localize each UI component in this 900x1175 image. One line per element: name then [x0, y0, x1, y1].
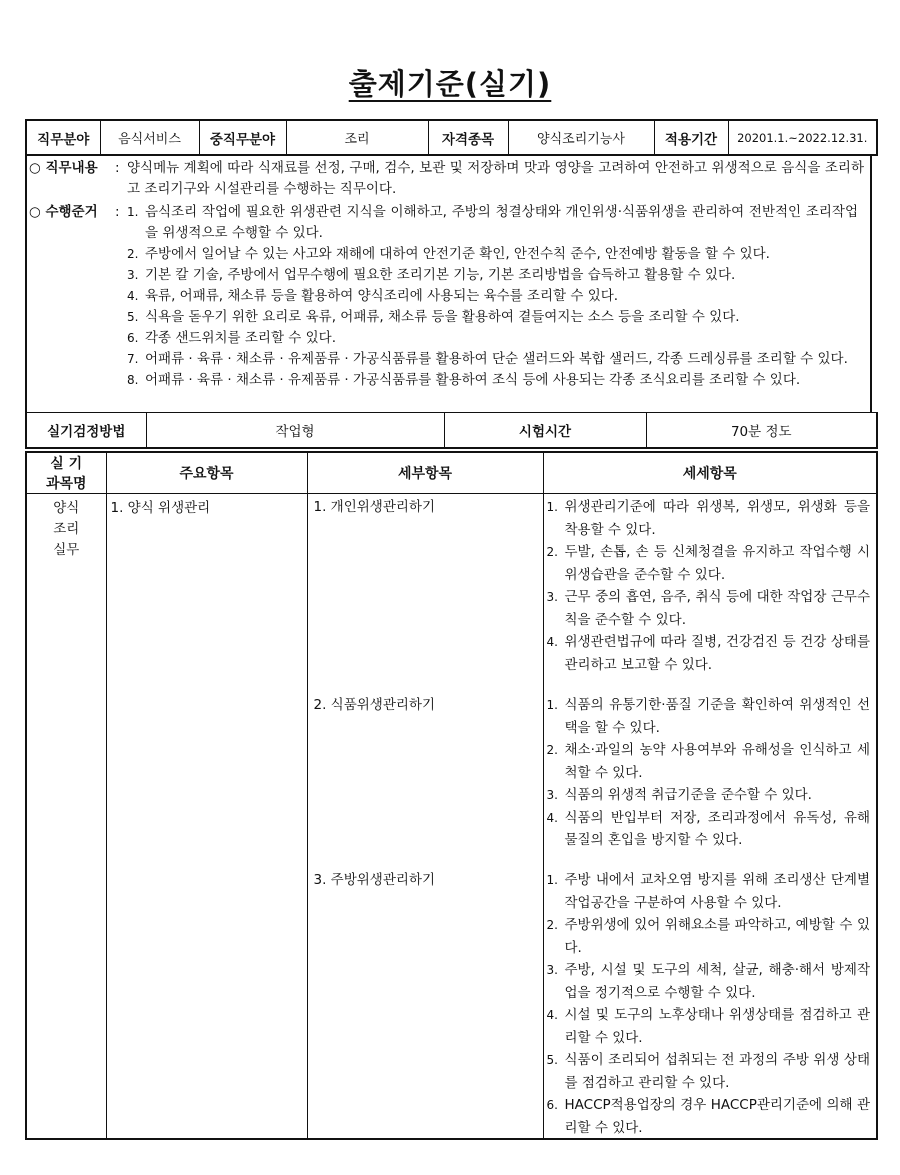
detail-item: [547, 869, 871, 914]
sub-item: 3. 주방위생관리하기: [313, 872, 435, 888]
detail-item: [547, 1049, 871, 1094]
standard-item: [127, 328, 864, 349]
header-subject-line1: 실 기: [50, 456, 83, 472]
standard-text: 어패류 · 육류 · 채소류 · 유제품류 · 가공식품류를 활용하여 단순 샐러드와 복합 샐러드, 각종 드레싱류를 조리할 수 있다.: [145, 351, 848, 367]
detail-number: 6.: [546, 1098, 558, 1112]
method-value: 작업형: [146, 413, 444, 449]
detail-number: 1.: [546, 500, 558, 514]
detail-text: 식품의 위생적 취급기준을 준수할 수 있다.: [564, 787, 812, 803]
time-label: 시험시간: [444, 413, 646, 449]
detail-number: 3.: [546, 963, 558, 977]
standards-colon: :: [115, 204, 120, 220]
standard-item: [127, 370, 864, 391]
standard-item: [127, 349, 864, 370]
detail-number: 4.: [546, 1008, 558, 1022]
standard-text: 각종 샌드위치를 조리할 수 있다.: [145, 330, 336, 346]
standards-label: ○ 수행준거: [29, 204, 98, 220]
detail-text: 위생관리기준에 따라 위생복, 위생모, 위생화 등을 착용할 수 있다.: [564, 499, 870, 538]
detail-item: [547, 586, 871, 631]
detail-number: 3.: [546, 788, 558, 802]
standard-text: 어패류 · 육류 · 채소류 · 유제품류 · 가공식품류를 활용하여 조식 등에 사용되는 각종 조식요리를 조리할 수 있다.: [145, 372, 801, 388]
standard-number: 7.: [127, 352, 139, 366]
header-subject: [26, 452, 106, 494]
standard-item: [127, 286, 864, 307]
detail-item: [547, 784, 871, 807]
standard-number: 3.: [127, 268, 139, 282]
detail-text: HACCP적용업장의 경우 HACCP관리기준에 의해 관리할 수 있다.: [564, 1097, 870, 1136]
info-table: [25, 119, 878, 156]
standard-item: [127, 265, 864, 286]
detail-cell: [543, 494, 877, 1140]
detail-text: 주방, 시설 및 도구의 세척, 살균, 해충·해서 방제작업을 정기적으로 수행할 수 있다.: [564, 962, 870, 1001]
subject-line: 실무: [53, 542, 80, 558]
detail-group: [547, 694, 871, 852]
subject-line: 조리: [53, 521, 80, 537]
detail-number: 4.: [546, 810, 558, 825]
detail-item: [547, 914, 871, 959]
main-item: 1. 양식 위생관리: [110, 500, 211, 516]
subject-line: 양식: [53, 500, 80, 516]
detail-group: [547, 496, 871, 676]
standard-item: [127, 244, 864, 265]
header-detail-item: 세세항목: [543, 452, 877, 494]
criteria-table: [25, 451, 878, 1140]
detail-item: [547, 541, 871, 586]
header-sub-item: 세부항목: [307, 452, 543, 494]
detail-text: 두발, 손톱, 손 등 신체청결을 유지하고 작업수행 시 위생습관을 준수할 수 있다.: [564, 544, 870, 583]
detail-number: 2.: [546, 743, 558, 757]
subfield-value: 조리: [286, 120, 428, 155]
standard-number: 1.: [127, 205, 139, 219]
standard-number: 6.: [127, 331, 139, 345]
sub-item: 2. 식품위생관리하기: [313, 697, 435, 713]
detail-text: 위생관련법규에 따라 질병, 건강검진 등 건강 상태를 관리하고 보고할 수 있다.: [564, 634, 870, 673]
standard-number: 5.: [127, 310, 139, 324]
standard-number: 8.: [127, 373, 139, 387]
detail-number: 4.: [546, 635, 558, 649]
detail-item: [547, 739, 871, 784]
standard-text: 육류, 어패류, 채소류 등을 활용하여 양식조리에 사용되는 육수를 조리할 수 있다.: [145, 288, 619, 304]
title-text: 출제기준(실기): [348, 67, 552, 101]
detail-number: 5.: [546, 1053, 558, 1067]
qualification-label: 자격종목: [428, 120, 508, 155]
detail-item: [547, 631, 871, 676]
detail-text: 식품이 조리되어 섭취되는 전 과정의 주방 위생 상태를 점검하고 관리할 수 있다.: [564, 1052, 870, 1091]
standards-list: [127, 202, 870, 391]
duty-row: [29, 158, 870, 200]
detail-text: 식품의 반입부터 저장, 조리과정에서 유독성, 유해 물질의 혼입을 방지할 수 있다.: [564, 809, 870, 848]
standards-row: [29, 202, 870, 391]
detail-number: 2.: [546, 918, 558, 932]
detail-item: [547, 496, 871, 541]
standard-number: 2.: [127, 247, 139, 261]
subfield-label: 중직무분야: [199, 120, 286, 155]
duty-text: 양식메뉴 계획에 따라 식재료를 선정, 구매, 검수, 보관 및 저장하며 맛과 영양을 고려하여 안전하고 위생적으로 음식을 조리하고 조리기구와 시설관리를 수행하는 직무이다.: [127, 160, 864, 197]
header-subject-line2: 과목명: [45, 476, 87, 492]
field-label: 직무분야: [26, 120, 100, 155]
detail-item: [547, 1004, 871, 1049]
detail-number: 2.: [546, 545, 558, 559]
standard-item: [127, 307, 864, 328]
detail-group: [547, 869, 871, 1139]
duty-label: ○ 직무내용: [29, 160, 98, 176]
detail-text: 시설 및 도구의 노후상태나 위생상태를 점검하고 관리할 수 있다.: [564, 1007, 870, 1046]
description-section: [25, 155, 872, 413]
detail-number: 3.: [546, 590, 558, 604]
detail-number: 1.: [546, 698, 558, 712]
method-label: 실기검정방법: [26, 413, 146, 449]
sub-item: 1. 개인위생관리하기: [313, 499, 435, 515]
detail-text: 주방 내에서 교차오염 방지를 위해 조리생산 단계별 작업공간을 구분하여 사용할 수 있다.: [564, 872, 870, 911]
subject-cell: [26, 494, 106, 1140]
detail-item: [547, 959, 871, 1004]
page-title: [0, 62, 900, 103]
qualification-value: 양식조리기능사: [508, 120, 654, 155]
detail-number: 1.: [546, 873, 558, 887]
period-value: 20201.1.~2022.12.31.: [728, 120, 877, 155]
detail-text: 주방위생에 있어 위해요소를 파악하고, 예방할 수 있다.: [564, 917, 870, 956]
header-main-item: 주요항목: [106, 452, 307, 494]
detail-item: [547, 1094, 871, 1139]
main-item-cell: [106, 494, 307, 1140]
standard-text: 식욕을 돋우기 위한 요리로 육류, 어패류, 채소류 등을 활용하여 곁들여지는 소스 등을 조리할 수 있다.: [145, 309, 740, 325]
period-label: 적용기간: [654, 120, 728, 155]
sub-item-cell: [307, 494, 543, 1140]
time-value: 70분 정도: [646, 413, 877, 449]
standard-item: [127, 202, 864, 244]
field-value: 음식서비스: [100, 120, 199, 155]
detail-text: 채소·과일의 농약 사용여부와 유해성을 인식하고 세척할 수 있다.: [564, 742, 870, 781]
standard-text: 기본 칼 기술, 주방에서 업무수행에 필요한 조리기본 기능, 기본 조리방법을 습득하고 활용할 수 있다.: [145, 267, 736, 283]
detail-text: 근무 중의 흡연, 음주, 취식 등에 대한 작업장 근무수칙을 준수할 수 있다.: [564, 589, 870, 628]
standard-text: 주방에서 일어날 수 있는 사고와 재해에 대하여 안전기준 확인, 안전수칙 준수, 안전예방 활동을 할 수 있다.: [145, 246, 770, 262]
standard-text: 음식조리 작업에 필요한 위생관련 지식을 이해하고, 주방의 청결상태와 개인위생·식품위생을 관리하여 전반적인 조리작업을 위생적으로 수행할 수 있다.: [145, 204, 858, 241]
standard-number: 4.: [127, 289, 139, 303]
detail-text: 식품의 유통기한·품질 기준을 확인하여 위생적인 선택을 할 수 있다.: [564, 697, 870, 736]
method-table: [25, 412, 878, 449]
detail-item: [547, 694, 871, 739]
duty-colon: :: [115, 160, 120, 176]
detail-item: [547, 807, 871, 852]
